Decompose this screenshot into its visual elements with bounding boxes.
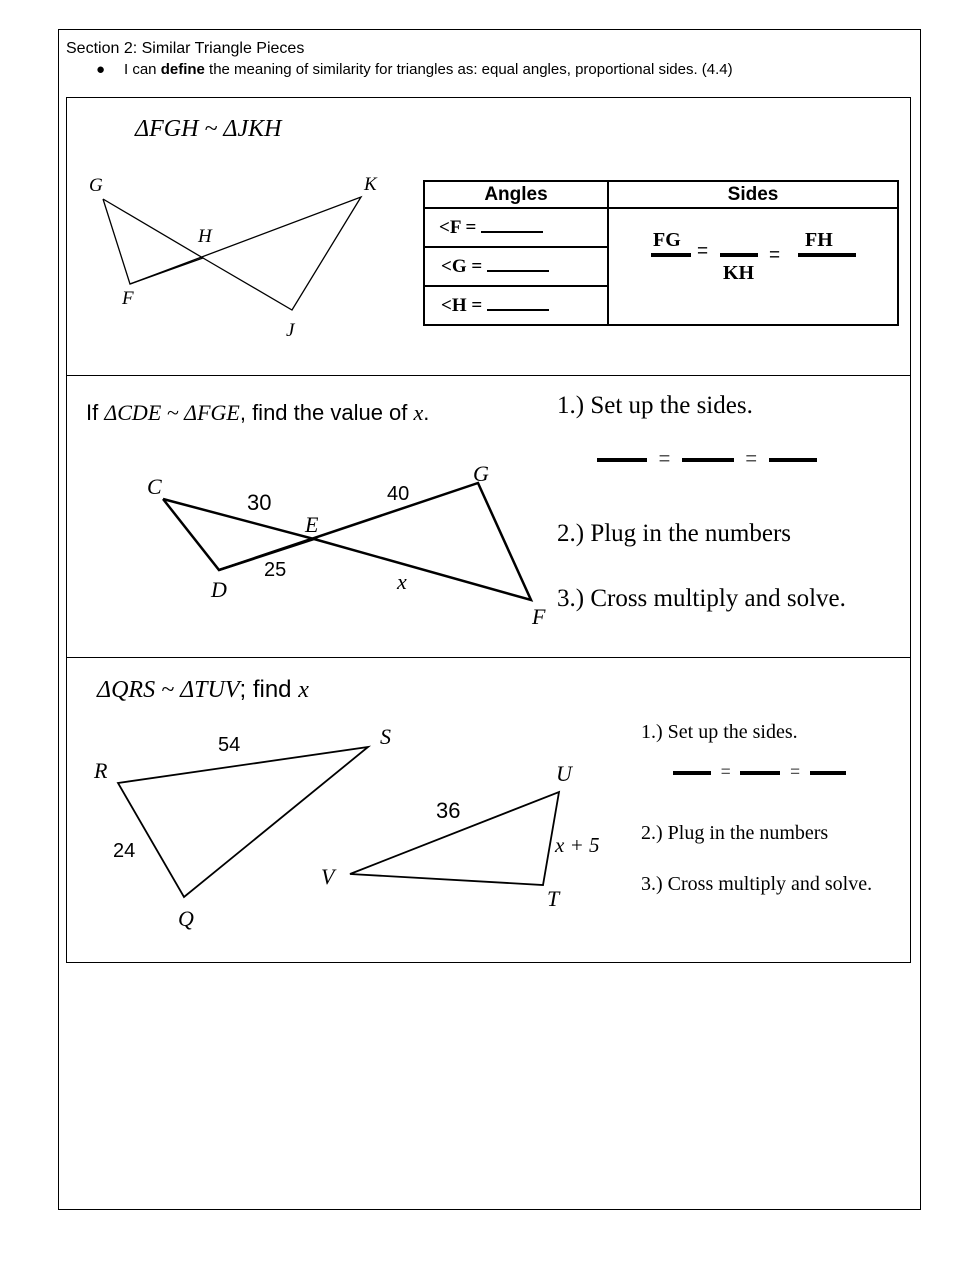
ratio-blank[interactable]: [740, 771, 780, 775]
label-g: G: [473, 461, 489, 486]
label-f: F: [532, 604, 546, 629]
fraction-bar-2[interactable]: [720, 253, 758, 257]
step-1: 1.) Set up the sides.: [557, 392, 753, 419]
learning-objective: [96, 61, 733, 78]
angles-header: Angles: [424, 181, 608, 208]
answer-blank[interactable]: [487, 256, 549, 272]
step-2: 2.) Plug in the numbers: [641, 822, 829, 844]
label-g: G: [89, 175, 103, 196]
fraction-bar-1: [651, 253, 691, 257]
label-f: F: [122, 288, 134, 309]
label-u: U: [556, 761, 572, 786]
sides-denominator-kh: KH: [723, 262, 755, 284]
length-ce: 30: [247, 490, 272, 515]
answer-blank[interactable]: [487, 295, 549, 311]
ratio-template: = =: [597, 448, 817, 471]
label-s: S: [380, 724, 391, 749]
sides-cell: [608, 208, 898, 325]
angle-row-h: <H =: [424, 286, 608, 325]
label-e: E: [305, 512, 319, 537]
label-j: J: [286, 320, 295, 341]
triangle-cde: [163, 499, 314, 570]
sides-header: Sides: [608, 181, 898, 208]
similarity-statement: ΔFGH ~ ΔJKH: [135, 116, 282, 142]
label-c: C: [147, 474, 162, 499]
ratio-blank[interactable]: [682, 458, 734, 462]
panel-fgh-jkh: [66, 97, 911, 376]
length-ef: x: [397, 569, 407, 594]
step-1: 1.) Set up the sides.: [641, 721, 798, 743]
ratio-blank[interactable]: [597, 458, 647, 462]
triangles-qrs-tuv: [67, 658, 627, 964]
length-rs: 54: [218, 734, 241, 756]
similarity-statement: ΔQRS ~ ΔTUV: [97, 677, 240, 703]
bullet-icon: ●: [96, 61, 106, 78]
ratio-blank[interactable]: [673, 771, 711, 775]
ratio-blank[interactable]: [810, 771, 846, 775]
angle-row-f: <F =: [424, 208, 608, 247]
step-2: 2.) Plug in the numbers: [557, 520, 792, 547]
label-d: D: [211, 577, 227, 602]
equals-sign-2: =: [769, 245, 781, 266]
equals-sign-1: =: [697, 241, 709, 262]
fraction-bar-3: [798, 253, 856, 257]
length-vu: 36: [436, 798, 461, 823]
problem-prompt: If ΔCDE ~ ΔFGE, find the value of x.: [86, 400, 430, 425]
answer-blank[interactable]: [481, 217, 543, 233]
bowtie-figure-fgh-jkh: [67, 98, 417, 377]
angles-sides-table: [423, 180, 899, 326]
label-r: R: [94, 758, 108, 783]
objective-suffix: the meaning of similarity for triangles as: equal angles, proportional sides. (4.4): [204, 61, 733, 78]
angle-row-g: <G =: [424, 247, 608, 286]
length-rq: 24: [113, 840, 136, 862]
label-k: K: [364, 174, 377, 195]
step-3: 3.) Cross multiply and solve.: [641, 873, 873, 895]
step-3: 3.) Cross multiply and solve.: [557, 585, 846, 612]
similarity-statement: ΔCDE ~ ΔFGE: [104, 400, 240, 425]
length-eg: 40: [387, 483, 410, 505]
label-v: V: [321, 864, 335, 889]
sides-numerator-fg: FG: [653, 229, 681, 251]
objective-prefix: I can: [124, 61, 161, 78]
objective-bold: define: [160, 61, 205, 78]
length-ut: x + 5: [555, 833, 600, 857]
section-title: Section 2: Similar Triangle Pieces: [66, 40, 305, 57]
problem-prompt: ΔQRS ~ ΔTUV; find x: [97, 676, 309, 703]
panel-qrs-tuv: [66, 657, 911, 963]
label-q: Q: [178, 906, 194, 931]
label-h: H: [198, 226, 212, 247]
panel-cde-fge: [66, 375, 911, 658]
ratio-template: = =: [673, 762, 846, 782]
triangle-fgh: [103, 199, 203, 284]
ratio-blank[interactable]: [769, 458, 817, 462]
triangle-jkh: [130, 197, 361, 310]
length-de: 25: [264, 559, 287, 581]
sides-numerator-fh: FH: [805, 229, 833, 251]
label-t: T: [547, 886, 560, 911]
